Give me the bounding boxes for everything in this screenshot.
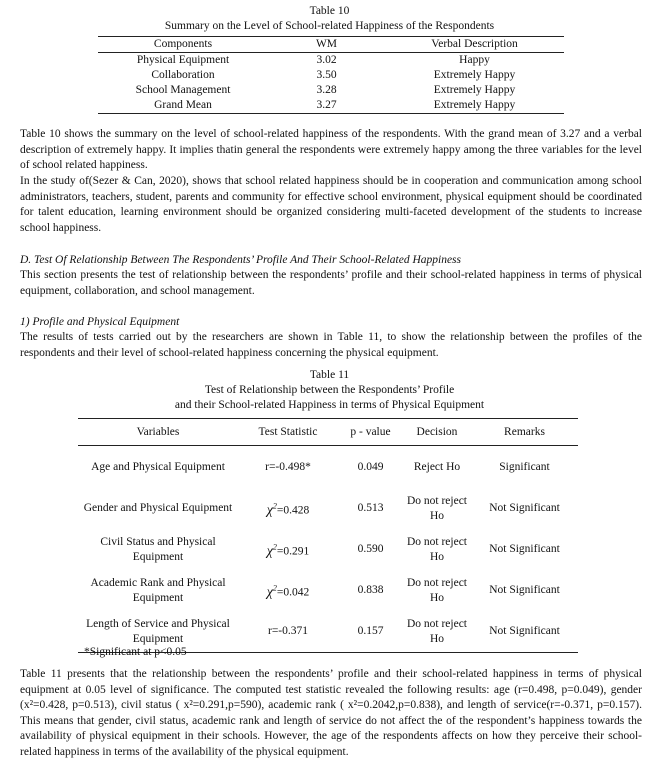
chi-symbol: χ: [266, 502, 273, 518]
table11-decision: Do not reject Ho: [403, 611, 471, 653]
table10: [98, 36, 564, 114]
table11-header: Test Statistic: [238, 419, 338, 446]
table11-header: Remarks: [471, 419, 578, 446]
chi-symbol: χ: [266, 584, 273, 600]
table11-decision: Do not reject Ho: [406, 535, 468, 563]
chi-symbol: χ: [266, 543, 273, 559]
stat-value: =0.291: [276, 545, 310, 558]
stat-value: =0.428: [276, 504, 310, 517]
chi-superscript: 2: [272, 583, 277, 593]
table11-variable: Academic Rank and Physical Equipment: [90, 576, 226, 604]
table11-title-line2: and their School-related Happiness in terms of Physical Equipment: [174, 399, 485, 411]
subsection-heading-1: 1) Profile and Physical Equipment: [20, 316, 180, 328]
table11-decision: Do not reject Ho: [406, 576, 468, 604]
table11-header: p - value: [338, 419, 403, 446]
paragraph-related-study: In the study of(Sezer & Can, 2020), shows that school related happiness should be in cooperation and communication among school administrators, teachers, student, parents and community for effective school environment, physical equipment should be coordinated for talent education, learning environment should be organized considering multi-faceted development of the students to increase school happiness.: [20, 175, 642, 234]
table11-remarks: Significant: [499, 460, 550, 473]
table11: [78, 418, 578, 653]
table10-cell: Physical Equipment: [136, 54, 230, 66]
table-row: [98, 53, 564, 69]
paragraph-table10-summary: Table 10 shows the summary on the level of school-related happiness of the respondents. With the grand mean of 3.27 and a verbal description of extremely happy. It implies thatin general the respondents were extremely happy among the three variables for the level of school related happiness.: [20, 128, 642, 171]
table11-decision: Reject Ho: [413, 460, 461, 473]
table11-p-value: 0.590: [357, 543, 384, 555]
table-row: [78, 488, 578, 529]
chi-superscript: 2: [272, 501, 277, 511]
table11-stat: [238, 570, 338, 611]
table11-remarks: Not Significant: [489, 502, 560, 514]
table11-variable: Civil Status and Physical Equipment: [100, 535, 216, 563]
table11-stat: [238, 488, 338, 529]
chi-square-symbol: [267, 503, 277, 518]
table11-p-value: 0.049: [357, 460, 384, 473]
paragraph-section-intro: This section presents the test of relationship between the respondents’ profile and their school-related happiness in terms of physical equipment, collaboration, and school management.: [20, 269, 642, 297]
stat-value: r=-0.371: [267, 625, 309, 637]
table-row: [78, 570, 578, 611]
table11-stat: [238, 446, 338, 489]
table11-variable: Length of Service and Physical Equipment: [78, 611, 238, 653]
table11-p-value: 0.838: [357, 584, 384, 596]
table-row: [78, 446, 578, 489]
table11-p-value: 0.513: [357, 502, 384, 514]
table10-cell: Grand Mean: [98, 98, 268, 114]
table11-stat: [238, 611, 338, 653]
table10-cell: Extremely Happy: [433, 69, 516, 81]
table-row: [98, 68, 564, 83]
table10-cell: 3.02: [316, 54, 337, 66]
table10-header: Components: [98, 37, 268, 53]
table10-cell: 3.28: [316, 84, 337, 96]
table11-variable: Age and Physical Equipment: [91, 460, 225, 473]
chi-superscript: 2: [272, 542, 277, 552]
table-row: [98, 98, 564, 114]
stat-value: =0.042: [276, 586, 310, 599]
stat-value: r=-0.498*: [265, 460, 311, 473]
table10-title: Summary on the Level of School-related Happiness of the Respondents: [164, 20, 495, 32]
table10-cell: 3.50: [316, 69, 337, 81]
table11-header: Variables: [78, 419, 238, 446]
table11-stat: [238, 529, 338, 570]
table10-header: Verbal Description: [385, 37, 564, 53]
table11-title-line1: Test of Relationship between the Respondents’ Profile: [204, 384, 455, 396]
paragraph-table11-discussion: Table 11 presents that the relationship between the respondents’ profile and their school-related happiness in terms of physical equipment at 0.05 level of significance. The computed test statistic revealed the following results: age (r=0.498, p=0.049), gender (x²=0.428, p=0.513), civil status ( x²=0.291,p=590), academic rank ( x²=0.2042,p=0.838), and length of service(r=-0.371, p=0.157). This means that gender, civil status, academic rank and length of service do not affect the of the respondent’s happiness towards the availability of physical equipment in their schools. However, the age of the respondents affects on how they perceive their school-related happiness in terms of the availability of the physical equipment.: [20, 668, 642, 758]
table10-cell: School Management: [135, 84, 231, 96]
table11-remarks: Not Significant: [471, 611, 578, 653]
table11-remarks: Not Significant: [489, 584, 560, 596]
table11-number: Table 11: [309, 369, 350, 381]
table11-decision: Do not reject Ho: [406, 494, 468, 522]
table10-cell: Extremely Happy: [433, 84, 516, 96]
table10-number: Table 10: [309, 5, 350, 17]
table10-cell: 3.27: [268, 98, 385, 114]
table10-cell: Extremely Happy: [385, 98, 564, 114]
table-row: [78, 529, 578, 570]
table10-cell: Collaboration: [151, 69, 215, 81]
table10-cell: Happy: [459, 54, 490, 66]
table11-variable: Gender and Physical Equipment: [83, 502, 233, 514]
table11-remarks: Not Significant: [489, 543, 560, 555]
table10-header: WM: [268, 37, 385, 53]
paragraph-table11-intro: The results of tests carried out by the researchers are shown in Table 11, to show the relationship between the profiles of the respondents and their level of school-related happiness concerning the physical equipment.: [20, 331, 642, 359]
table11-significance-note: *Significant at p<0.05: [84, 646, 187, 658]
table11-p-value: 0.157: [338, 611, 403, 653]
table-row: [98, 83, 564, 98]
section-heading-d: D. Test Of Relationship Between The Respondents’ Profile And Their School-Related Happiness: [20, 254, 461, 266]
table11-header: Decision: [403, 419, 471, 446]
chi-square-symbol: [267, 585, 277, 600]
chi-square-symbol: [267, 544, 277, 559]
